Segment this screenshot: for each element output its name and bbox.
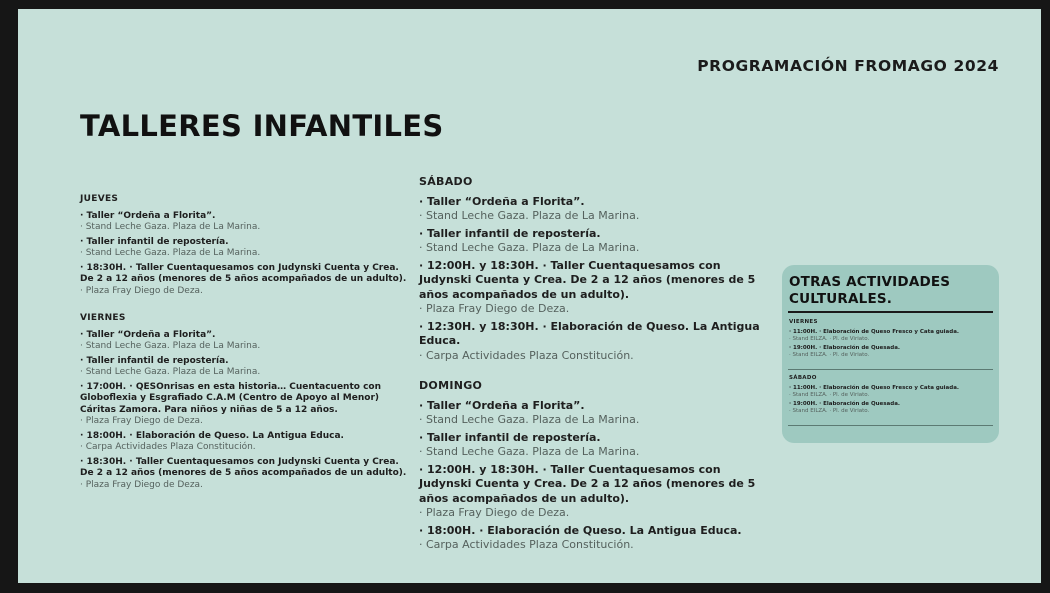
list-item xyxy=(789,385,993,399)
item-place: · Stand Leche Gaza. Plaza de La Marina. xyxy=(80,367,261,377)
list-item xyxy=(419,524,764,553)
day-block-jueves xyxy=(80,194,410,297)
list-item xyxy=(80,237,410,260)
item-title: · Taller infantil de repostería. xyxy=(419,226,601,240)
list-item xyxy=(789,329,993,343)
item-title: · 17:00H. · QESOnrisas en esta historia… Cuentacuento con Globoflexia y Esgrafiado C.A.M (Centro de Apoyo al Menor) Cáritas Zamora. Para niños y niñas de 5 a 12 años. xyxy=(80,381,381,415)
item-place: · Plaza Fray Diego de Deza. xyxy=(419,506,570,519)
item-place: · Plaza Fray Diego de Deza. xyxy=(80,416,203,426)
list-item xyxy=(789,345,993,359)
item-title: · 11:00H. · Elaboración de Queso Fresco y Cata guiada. xyxy=(789,385,960,391)
item-title: · 18:30H. · Taller Cuentaquesamos con Judynski Cuenta y Crea. De 2 a 12 años (menores de 5 años acompañados de un adulto). xyxy=(80,262,407,284)
item-title: · Taller “Ordeña a Florita”. xyxy=(419,194,585,208)
program-title: PROGRAMACIÓN FROMAGO 2024 xyxy=(697,57,999,75)
list-item xyxy=(419,195,764,224)
list-item xyxy=(419,320,764,364)
list-item xyxy=(419,227,764,256)
list-item xyxy=(80,330,410,353)
day-block-viernes xyxy=(80,313,410,491)
item-place: · Carpa Actividades Plaza Constitución. xyxy=(419,348,634,362)
item-place: · Plaza Fray Diego de Deza. xyxy=(80,479,203,490)
item-place: · Stand Leche Gaza. Plaza de La Marina. xyxy=(419,413,640,426)
item-place: · Carpa Actividades Plaza Constitución. xyxy=(419,538,634,551)
divider xyxy=(788,425,993,426)
day-heading: SÁBADO xyxy=(789,375,817,381)
item-place: · Stand EILZA. · Pl. de Viriato. xyxy=(789,352,870,358)
item-title: · Taller “Ordeña a Florita”. xyxy=(80,210,216,221)
list-item xyxy=(419,463,764,521)
list-item xyxy=(80,431,410,454)
list-item xyxy=(419,431,764,460)
right-column xyxy=(419,175,764,556)
slide xyxy=(18,9,1041,583)
item-place: · Plaza Fray Diego de Deza. xyxy=(419,302,570,315)
page-title: TALLERES INFANTILES xyxy=(80,109,444,143)
other-section-viernes xyxy=(789,319,993,361)
item-title: · Taller infantil de repostería. xyxy=(419,430,601,444)
item-title: · 18:00H. · Elaboración de Queso. La Antigua Educa. xyxy=(80,430,344,441)
item-title: · 11:00H. · Elaboración de Queso Fresco y Cata guiada. xyxy=(789,329,960,335)
day-heading: JUEVES xyxy=(80,194,119,204)
item-place: · Stand Leche Gaza. Plaza de La Marina. xyxy=(80,341,261,351)
day-block-sabado xyxy=(419,175,764,363)
item-place: · Stand Leche Gaza. Plaza de La Marina. xyxy=(419,209,640,222)
list-item xyxy=(80,211,410,234)
item-title: · 12:00H. y 18:30H. · Taller Cuentaquesamos con Judynski Cuenta y Crea. De 2 a 12 años (menores de 5 años acompañados de un adulto). xyxy=(419,258,756,301)
list-item xyxy=(80,382,410,428)
list-item xyxy=(80,457,410,492)
list-item xyxy=(789,401,993,415)
item-place: · Stand Leche Gaza. Plaza de La Marina. xyxy=(80,222,261,232)
other-activities-title-line2: CULTURALES. xyxy=(789,290,893,307)
left-column xyxy=(80,194,410,494)
day-heading: VIERNES xyxy=(80,313,126,323)
list-item xyxy=(80,356,410,379)
list-item xyxy=(80,263,410,298)
divider xyxy=(788,311,993,313)
other-activities-title xyxy=(789,274,950,307)
item-title: · Taller infantil de repostería. xyxy=(80,236,229,247)
item-title: · 19:00H. · Elaboración de Quesada. xyxy=(789,345,900,351)
item-place: · Stand EILZA. · Pl. de Viriato. xyxy=(789,408,870,414)
other-section-sabado xyxy=(789,375,993,417)
item-place: · Plaza Fray Diego de Deza. xyxy=(80,285,203,296)
day-block-domingo xyxy=(419,379,764,553)
item-title: · 19:00H. · Elaboración de Quesada. xyxy=(789,401,900,407)
item-place: · Stand EILZA. · Pl. de Viriato. xyxy=(789,336,870,342)
divider xyxy=(788,369,993,370)
item-place: · Stand Leche Gaza. Plaza de La Marina. xyxy=(80,248,261,258)
day-heading: VIERNES xyxy=(789,319,818,325)
list-item xyxy=(419,399,764,428)
item-title: · 18:30H. · Taller Cuentaquesamos con Judynski Cuenta y Crea. De 2 a 12 años (menores de 5 años acompañados de un adulto). xyxy=(80,456,407,478)
item-place: · Stand Leche Gaza. Plaza de La Marina. xyxy=(419,241,640,254)
item-title: · 12:00H. y 18:30H. · Taller Cuentaquesamos con Judynski Cuenta y Crea. De 2 a 12 años (menores de 5 años acompañados de un adulto). xyxy=(419,462,756,505)
list-item xyxy=(419,259,764,317)
other-activities-title-line1: OTRAS ACTIVIDADES xyxy=(789,274,951,290)
day-heading: SÁBADO xyxy=(419,175,473,188)
item-place: · Stand Leche Gaza. Plaza de La Marina. xyxy=(419,445,640,458)
item-title: · 12:30H. y 18:30H. · Elaboración de Queso. La Antigua Educa. xyxy=(419,319,760,347)
item-place: · Stand EILZA. · Pl. de Viriato. xyxy=(789,392,870,398)
day-heading: DOMINGO xyxy=(419,379,483,392)
item-title: · Taller “Ordeña a Florita”. xyxy=(419,398,585,412)
item-place: · Carpa Actividades Plaza Constitución. xyxy=(80,442,256,452)
item-title: · Taller “Ordeña a Florita”. xyxy=(80,329,216,340)
item-title: · Taller infantil de repostería. xyxy=(80,355,229,366)
item-title: · 18:00H. · Elaboración de Queso. La Antigua Educa. xyxy=(419,523,742,537)
other-activities-box xyxy=(782,265,999,443)
